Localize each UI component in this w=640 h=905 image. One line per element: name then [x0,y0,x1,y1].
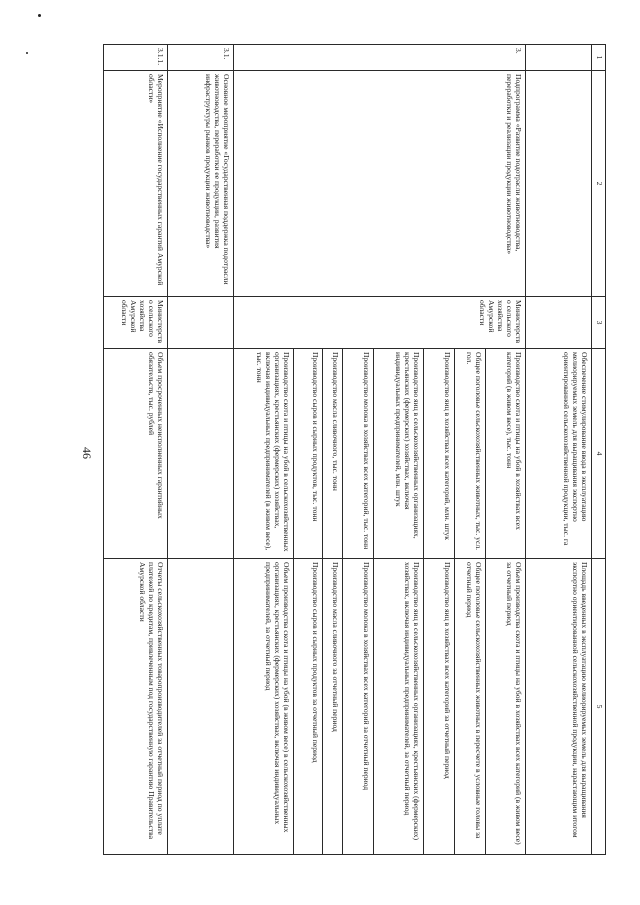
indicator-cell: Производство яиц в сельскохозяйственных организациях, крестьянских (фермерских) хозяйствах, включая индивидуальных предпринимателей, млн. штук [374,349,424,559]
method-cell: Отчеты сельскохозяйственных товаропроизводителей за отчетный период по уплате платежей по кредитам, привлеченным под государственную гарантию Правительства Амурской области [104,559,168,855]
name-cell: Мероприятие «Исполнение государственных гарантий Амурской области» [104,71,168,297]
rotated-table-container [81,44,606,854]
name-cell: Подпрограмма «Развитие подотрасли животноводства, переработки и реализации продукции животноводства» [234,71,526,297]
table-row [526,45,592,855]
indicator-cell: Производство масла сливочного, тыс. тонн [323,349,343,559]
name-cell: Основное мероприятие «Государственная поддержка подотрасли животноводства, переработки ее продукции, развития инфраструктуры рынков продукции животноводства» [168,71,234,297]
indicator-cell: Общее поголовье сельскохозяйственных животных, тыс. усл. гол. [455,349,486,559]
method-cell: Общее поголовье сельскохозяйственных животных в пересчете в условные головы за отчетный период [455,559,486,855]
exec-cell [168,297,234,349]
num-cell [526,45,592,71]
table-row [104,45,168,855]
header-cell: 1 [592,45,606,71]
indicator-cell: Производство скота и птицы на убой в сельскохозяйственных организациях, крестьянских (фермерских) хозяйствах, включая индивидуальных предпринимателей (в живом весе), тыс. тонн [234,349,294,559]
num-cell: 3.1.1. [104,45,168,71]
method-cell: Объем производства скота и птицы на убой в хозяйствах всех категорий (в живом весе) за отчетный период [486,559,526,855]
method-cell: Площадь введенных в эксплуатацию мелиорируемых земель для выращивания экспортно ориентированной сельскохозяйственной продукции, нарастающим итогом [526,559,592,855]
table-row [168,45,234,855]
header-cell: 2 [592,71,606,297]
indicator-cell: Объем просроченных неисполненных гарантийных обязательств, тыс. рублей [104,349,168,559]
header-cell: 3 [592,297,606,349]
header-row [592,45,606,855]
num-cell: 3.1. [168,45,234,71]
num-cell: 3. [234,45,526,71]
indicator-cell: Обеспечение стимулирование ввода в эксплуатацию мелиорируемых земель для выращивания экспортно ориентированной сельскохозяйственной продукции, тыс. га [526,349,592,559]
method-cell [168,559,234,855]
scan-speck [26,52,28,54]
header-cell: 4 [592,349,606,559]
name-cell [526,71,592,297]
method-cell: Производство масла сливочного за отчетный период [323,559,343,855]
indicator-cell [168,349,234,559]
page-number: 46 [80,447,94,459]
indicator-cell: Производство яиц в хозяйствах всех категорий, млн. штук [424,349,455,559]
table-row [486,45,526,855]
method-cell: Объем производства скота и птицы на убой (в живом весе) в сельскохозяйственных организациях, крестьянских (фермерских) хозяйствах, включая индивидуальных предпринимателей, за отчетный период [234,559,294,855]
scan-speck [38,14,41,17]
method-cell: Производство сыров и сырных продуктов за отчетный период [294,559,323,855]
header-cell: 5 [592,559,606,855]
exec-cell [526,297,592,349]
method-cell: Производство молока в хозяйствах всех категорий за отчетный период [343,559,374,855]
method-cell: Производство яиц в сельскохозяйственных организациях, крестьянских (фермерских) хозяйствах, включая индивидуальных предпринимателей, за отчетный период [374,559,424,855]
indicator-cell: Производство молока в хозяйствах всех категорий, тыс. тонн [343,349,374,559]
exec-cell: Министерство сельского хозяйства Амурской области [104,297,168,349]
indicator-cell: Производство скота и птицы на убой в хозяйствах всех категорий (в живом весе), тыс. тонн [486,349,526,559]
indicators-table [103,44,606,855]
indicator-cell: Производство сыров и сырных продуктов, тыс. тонн [294,349,323,559]
method-cell: Производство яиц в хозяйствах всех категорий за отчетный период [424,559,455,855]
exec-cell: Министерство сельского хозяйства Амурской области [234,297,526,349]
